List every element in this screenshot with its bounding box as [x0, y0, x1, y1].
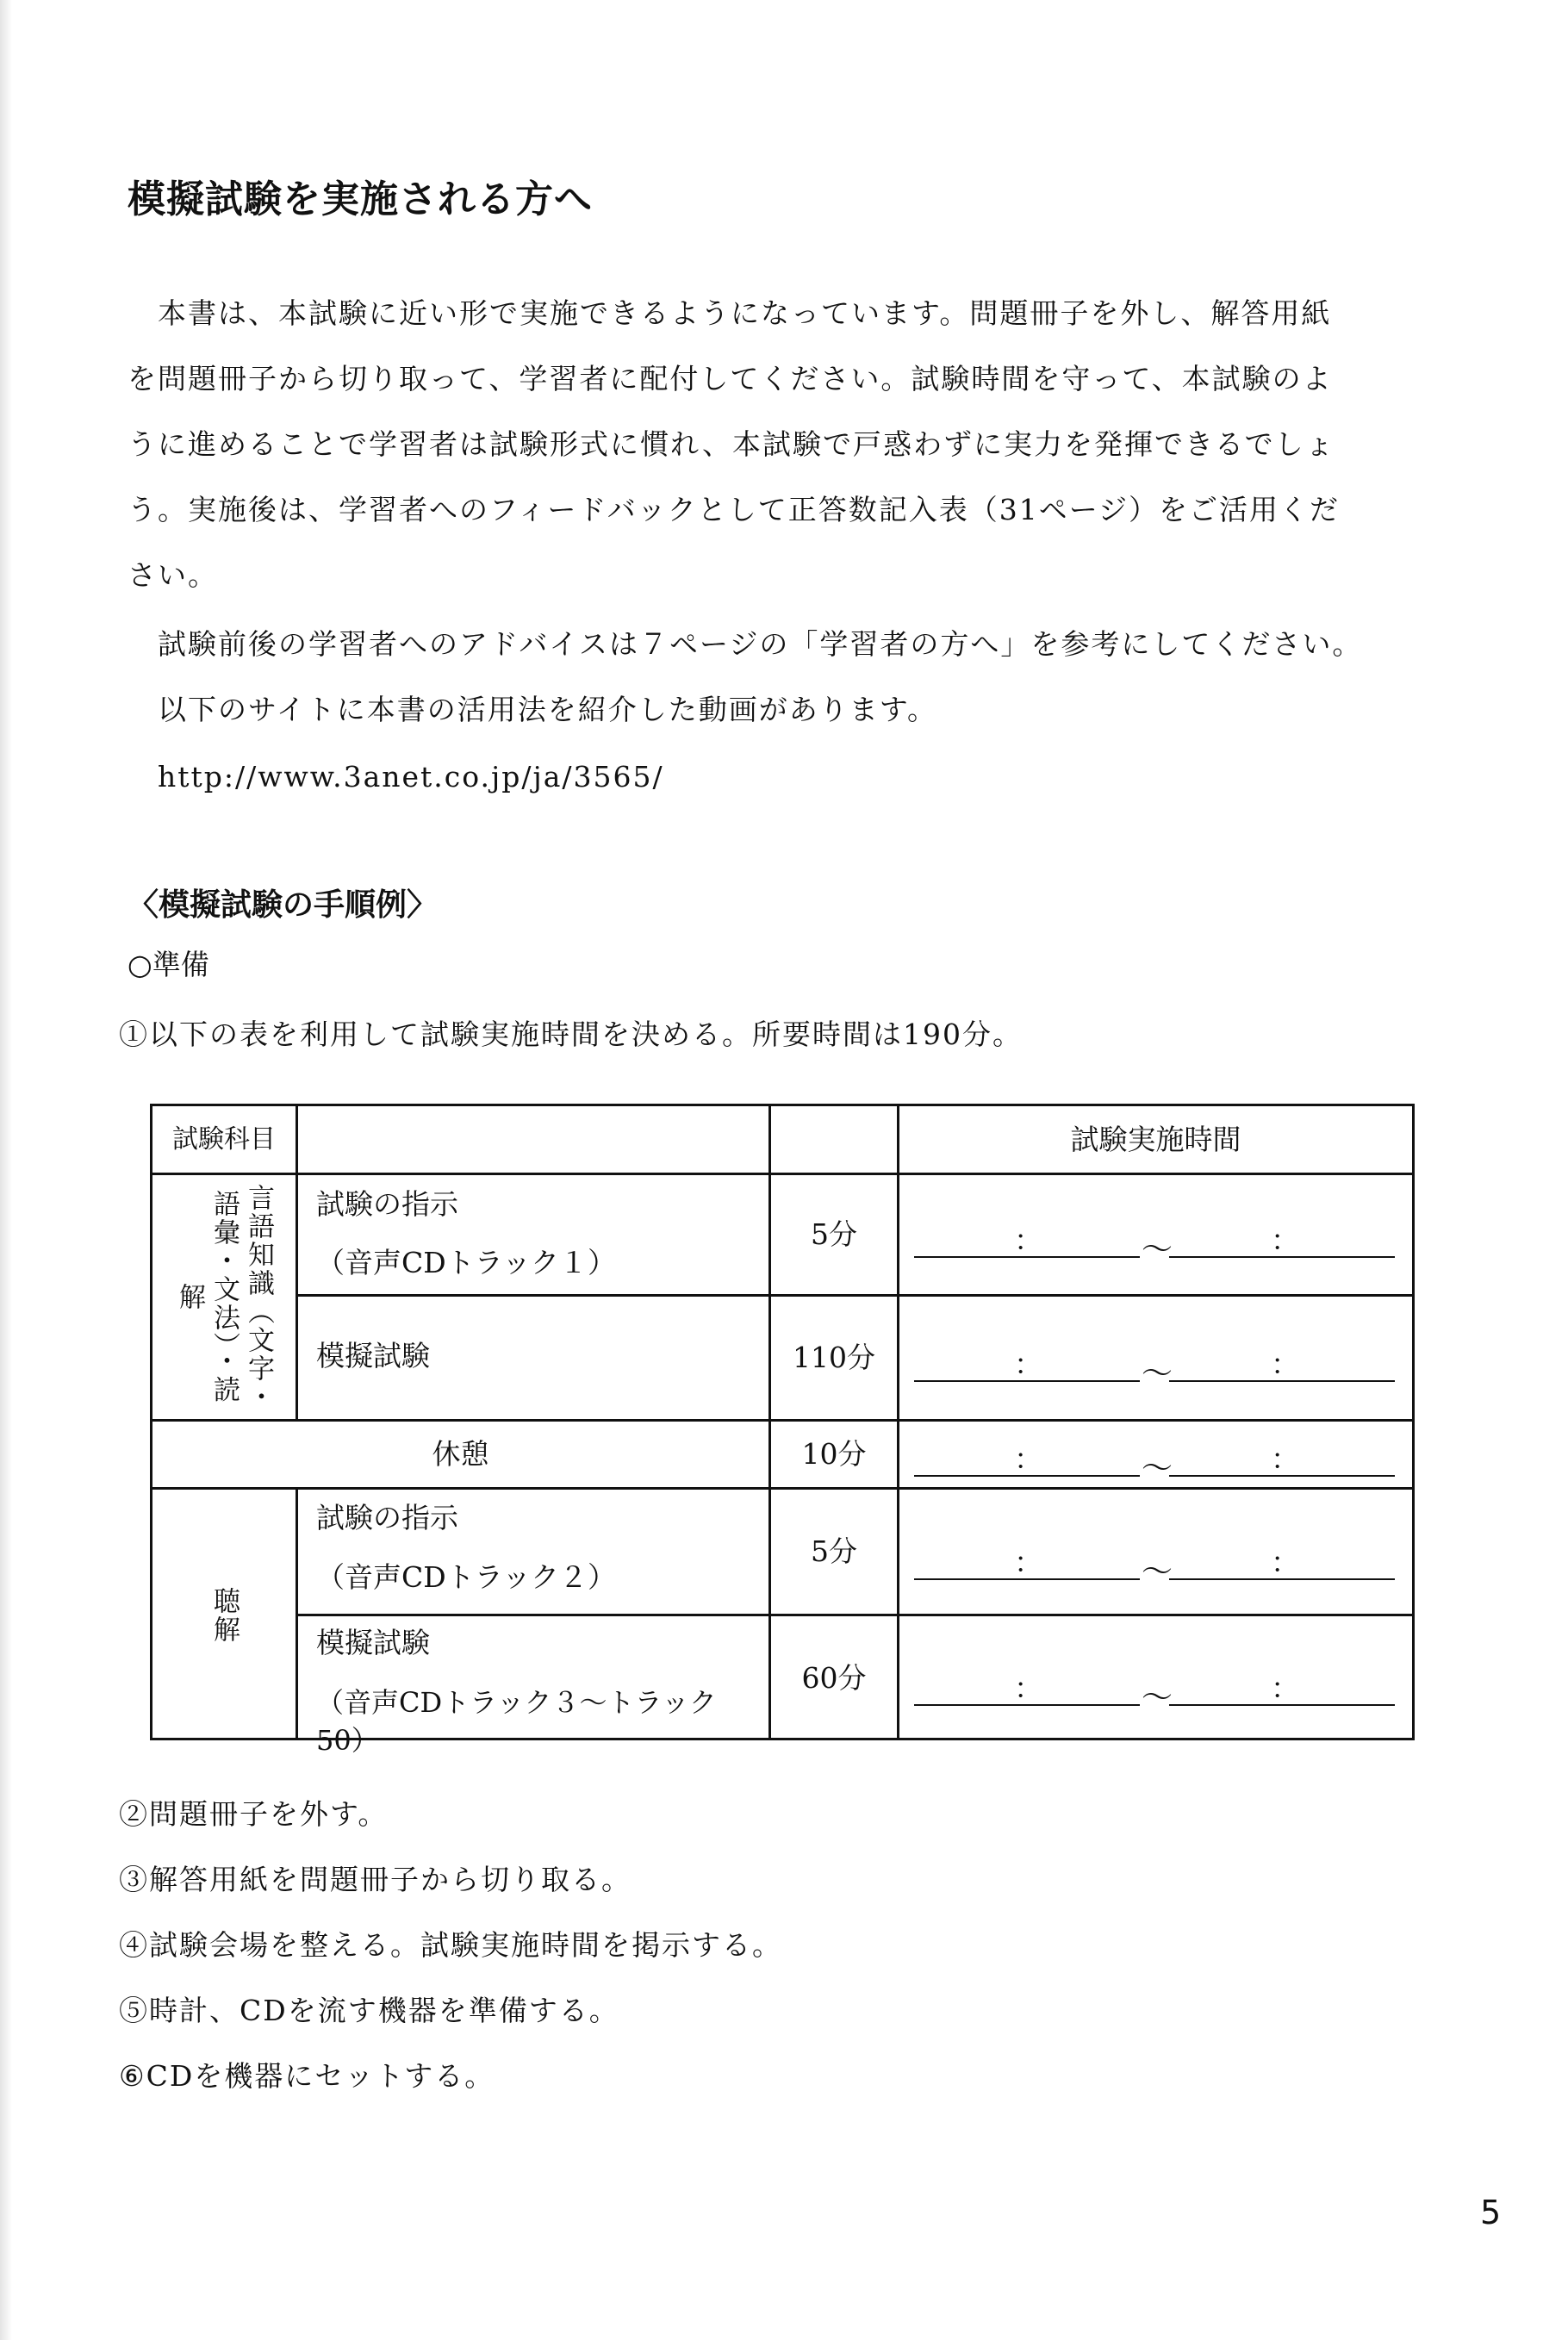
row4-duration: 5分: [811, 1534, 857, 1568]
break-item: 休憩: [432, 1437, 489, 1471]
intro-line-1: 本書は、本試験に近い形で実施できるようになっています。問題冊子を外し、解答用紙: [128, 296, 1332, 330]
row5-item: 模擬試験: [316, 1626, 430, 1659]
schedule-table: 試験科目 試験実施時間 言語知識（文字・語彙・文法）・読解 試験の指示 （音声CDトラック１） 5分 模擬試験 110分 休憩 10分 聴解 試験の指示 （音声CDトラック２） 5分 模擬試験 （音声CDトラック３～トラック50） 60分 ： ～ ： ： ～ ： ： ～ ： ： ～ ： ： ～ ：: [150, 1104, 1415, 1740]
header-subject: 試験科目: [172, 1123, 276, 1154]
row2-item: 模擬試験: [316, 1339, 430, 1372]
prep-label: ○準備: [128, 948, 209, 981]
row4-item: 試験の指示: [316, 1501, 458, 1534]
step-4: ④試験会場を整える。試験実施時間を掲示する。: [119, 1928, 782, 1962]
step-5: ⑤時計、CDを流す機器を準備する。: [119, 1994, 619, 2027]
video-text: 以下のサイトに本書の活用法を紹介した動画があります。: [128, 693, 938, 726]
page-number: 5: [1480, 2194, 1502, 2231]
intro-line-3: うに進めることで学習者は試験形式に慣れ、本試験で戸惑わずに実力を発揮できるでしょ: [128, 427, 1335, 461]
row5-sub: （音声CDトラック３～トラック50）: [316, 1686, 717, 1757]
header-time: 試験実施時間: [1070, 1122, 1241, 1156]
intro-line-2: を問題冊子から切り取って、学習者に配付してください。試験時間を守って、本試験のよ: [128, 362, 1333, 395]
step-2: ②問題冊子を外す。: [119, 1797, 389, 1831]
row4-sub: （音声CDトラック２）: [316, 1560, 617, 1594]
row1-item: 試験の指示: [316, 1187, 458, 1221]
intro-line-4: う。実施後は、学習者へのフィードバックとして正答数記入表（31ページ）をご活用くだ: [128, 493, 1341, 526]
step-1: ①以下の表を利用して試験実施時間を決める。所要時間は190分。: [119, 1018, 1023, 1051]
row1-duration: 5分: [811, 1217, 857, 1251]
page-edge-shadow: [0, 0, 12, 2340]
step-3: ③解答用紙を問題冊子から切り取る。: [119, 1863, 632, 1896]
row2-duration: 110分: [793, 1341, 875, 1374]
row1-sub: （音声CDトラック１）: [316, 1246, 617, 1279]
section-label-listening: 聴解: [208, 1586, 240, 1644]
procedure-heading: 〈模擬試験の手順例〉: [128, 887, 439, 923]
break-duration: 10分: [801, 1437, 867, 1471]
intro-line-5: さい。: [128, 558, 218, 592]
row5-duration: 60分: [801, 1661, 867, 1695]
page-title: 模擬試験を実施される方へ: [128, 177, 593, 221]
site-url[interactable]: http://www.3anet.co.jp/ja/3565/: [128, 760, 664, 793]
advice-text: 試験前後の学習者へのアドバイスは７ページの「学習者の方へ」を参考にしてください。: [128, 627, 1363, 661]
section-label-language: 言語知識（文字・語彙・文法）・読解: [174, 1183, 274, 1411]
step-6: ⑥CDを機器にセットする。: [119, 2059, 495, 2093]
